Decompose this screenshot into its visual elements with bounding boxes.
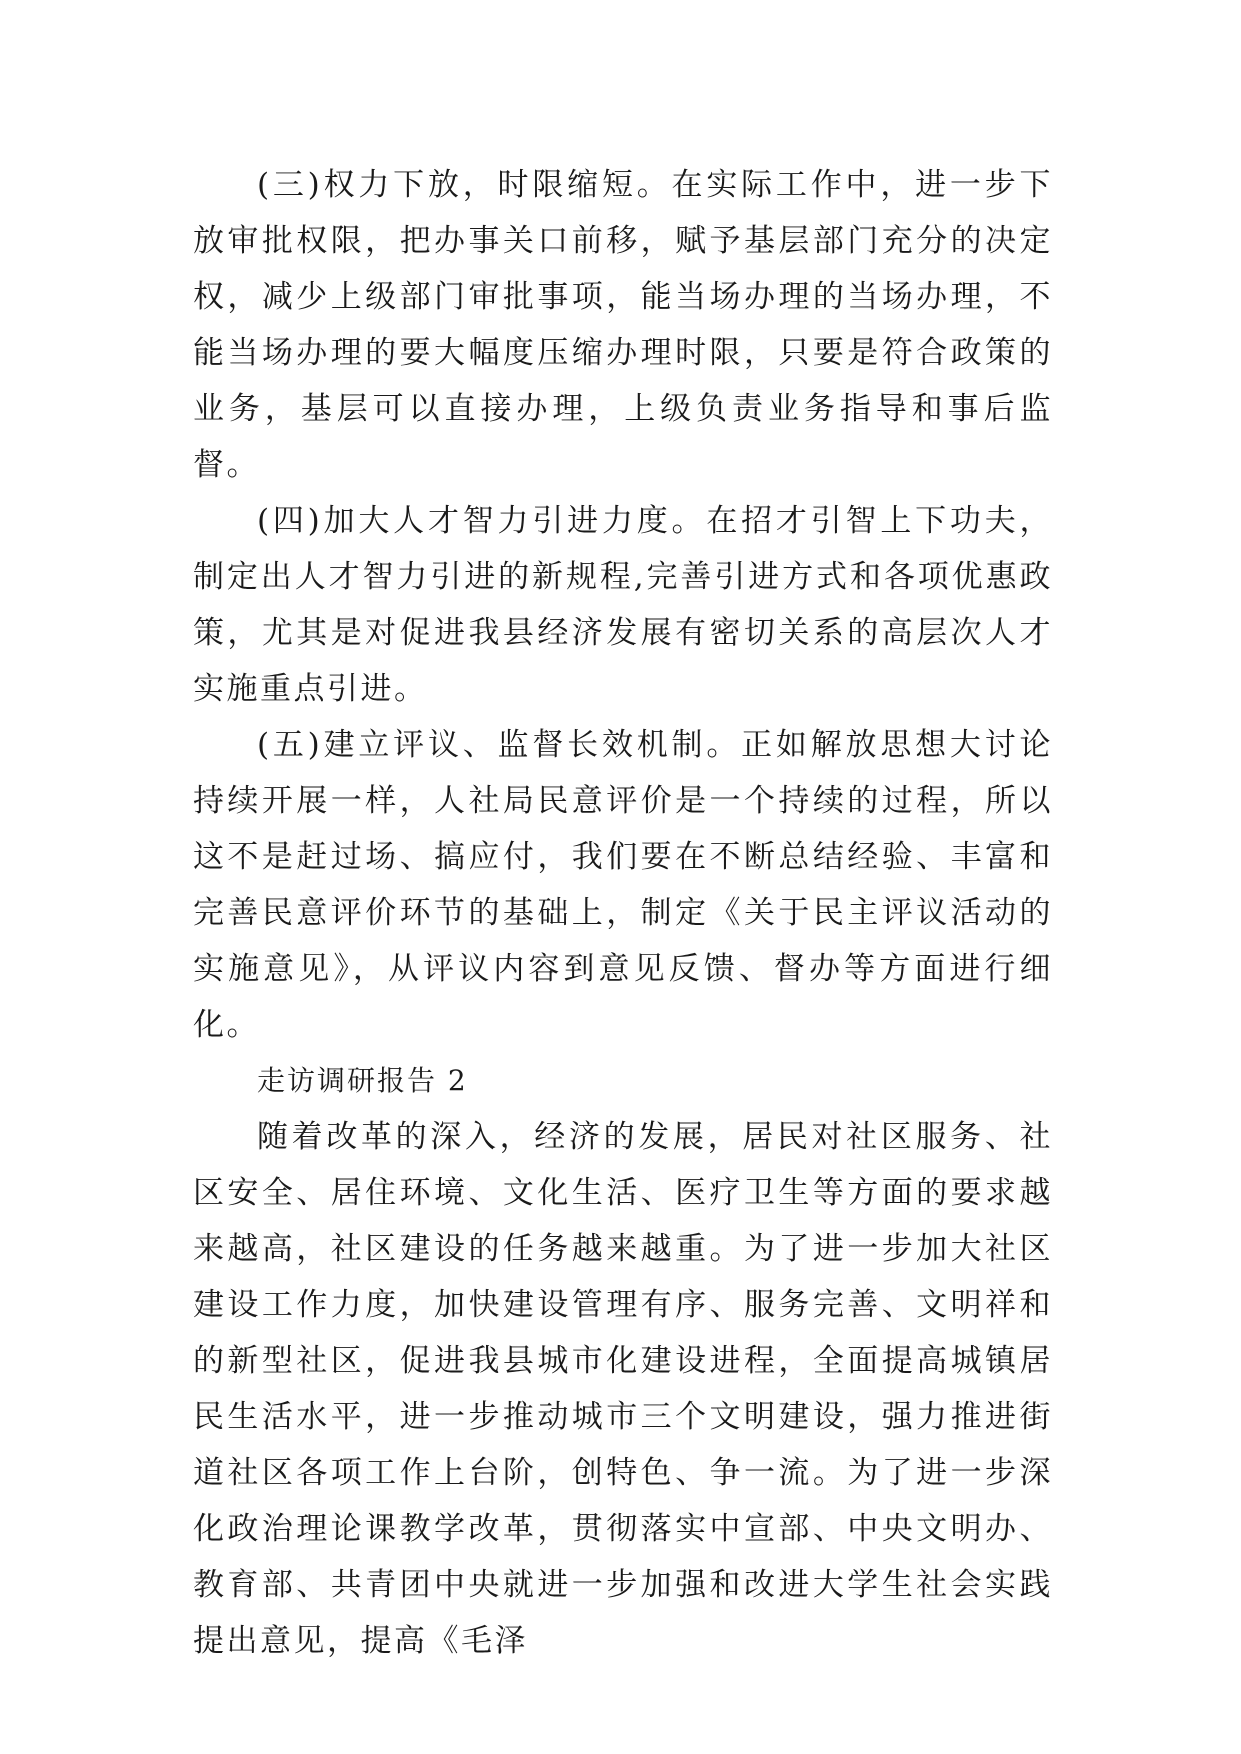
document-body [193,157,1053,1669]
paragraph-community-building: 随着改革的深入，经济的发展，居民对社区服务、社区安全、居住环境、文化生活、医疗卫生等方面的要求越来越高，社区建设的任务越来越重。为了进一步加大社区建设工作力度，加快建设管理有序、服务完善、文明祥和的新型社区，促进我县城市化建设进程，全面提高城镇居民生活水平，进一步推动城市三个文明建设，强力推进街道社区各项工作上台阶，创特色、争一流。为了进一步深化政治理论课教学改革，贯彻落实中宣部、中央文明办、教育部、共青团中央就进一步加强和改进大学生社会实践提出意见，提高《毛泽 [193,1119,1053,1659]
section-heading: 走访调研报告 2 [257,1064,468,1097]
paragraph-power-delegation: (三)权力下放，时限缩短。在实际工作中，进一步下放审批权限，把办事关口前移，赋予基层部门充分的决定权，减少上级部门审批事项，能当场办理的当场办理，不能当场办理的要大幅度压缩办理时限，只要是符合政策的业务，基层可以直接办理，上级负责业务指导和事后监督。 [193,167,1053,483]
paragraph-talent-introduction: (四)加大人才智力引进力度。在招才引智上下功夫，制定出人才智力引进的新规程,完善引进方式和各项优惠政策，尤其是对促进我县经济发展有密切关系的高层次人才实施重点引进。 [193,503,1053,707]
paragraph-evaluation-mechanism: (五)建立评议、监督长效机制。正如解放思想大讨论持续开展一样，人社局民意评价是一个持续的过程，所以这不是赶过场、搞应付，我们要在不断总结经验、丰富和完善民意评价环节的基础上，制定《关于民主评议活动的实施意见》，从评议内容到意见反馈、督办等方面进行细化。 [193,727,1053,1043]
